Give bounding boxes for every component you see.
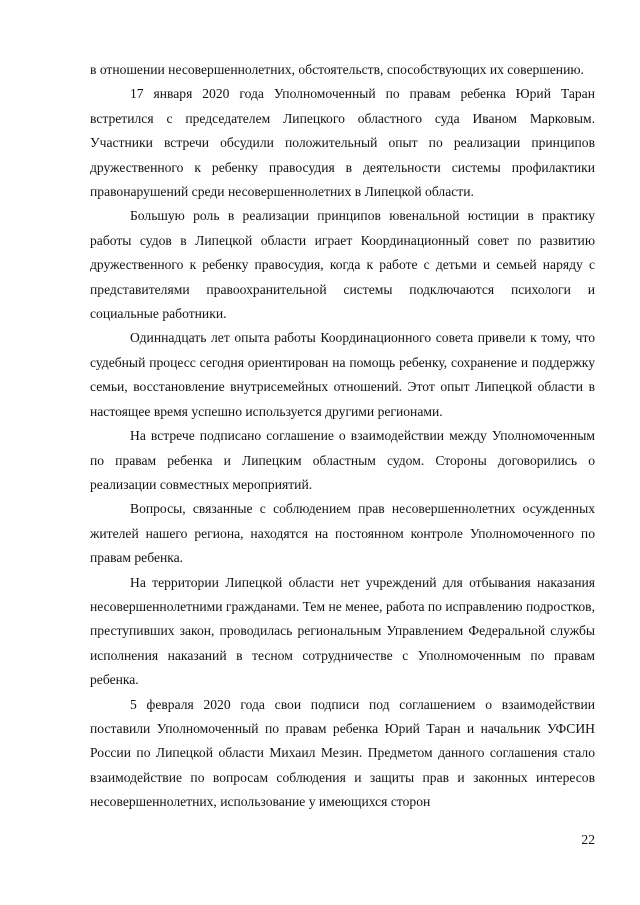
- paragraph-continuation: в отношении несовершеннолетних, обстоятельств, способствующих их совершению.: [90, 62, 584, 77]
- paragraph-convicted-rights: Вопросы, связанные с соблюдением прав несовершеннолетних осужденных жителей нашего региона, находятся на постоянном контроле Уполномоченного по правам ребенка.: [90, 501, 595, 566]
- body-text: [90, 58, 595, 815]
- paragraph-meeting-court: 17 января 2020 года Уполномоченный по правам ребенка Юрий Таран встретился с председателем Липецкого областного суда Иваном Марковым. Участники встречи обсудили положительный опыт по реализации принципов дружественного к ребенку правосудия в деятельности системы профилактики правонарушений среди несовершеннолетних в Липецкой области.: [90, 86, 595, 200]
- paragraph-agreement-ufsin: 5 февраля 2020 года свои подписи под соглашением о взаимодействии поставили Уполномоченный по правам ребенка Юрий Таран и начальник УФСИН России по Липецкой области Михаил Мезин. Предметом данного соглашения стало взаимодействие по вопросам соблюдения и защиты прав и законных интересов несовершеннолетних, использование у имеющихся сторон: [90, 696, 595, 810]
- paragraph-council-experience: Одиннадцать лет опыта работы Координационного совета привели к тому, что судебный процесс сегодня ориентирован на помощь ребенку, сохранение и поддержку семьи, восстановление внутрисемейных отношений. Этот опыт Липецкой области в настоящее время успешно используется другими регионами.: [90, 330, 595, 419]
- paragraph-agreement-court: На встрече подписано соглашение о взаимодействии между Уполномоченным по правам ребенка и Липецким областным судом. Стороны договорились о реализации совместных мероприятий.: [90, 428, 595, 492]
- paragraph-coordination-council: Большую роль в реализации принципов ювенальной юстиции в практику работы судов в Липецкой области играет Координационный совет по развитию дружественного к ребенку правосудия, когда к работе с детьми и семьей наряду с представителями правоохранительной системы подключаются психологи и социальные работники.: [90, 208, 595, 322]
- paragraph-no-institutions: На территории Липецкой области нет учреждений для отбывания наказания несовершеннолетними гражданами. Тем не менее, работа по исправлению подростков, преступивших закон, проводилась региональным Управлением Федеральной службы исполнения наказаний в тесном сотрудничестве с Уполномоченным по правам ребенка.: [90, 574, 595, 688]
- page-number: 22: [581, 832, 595, 847]
